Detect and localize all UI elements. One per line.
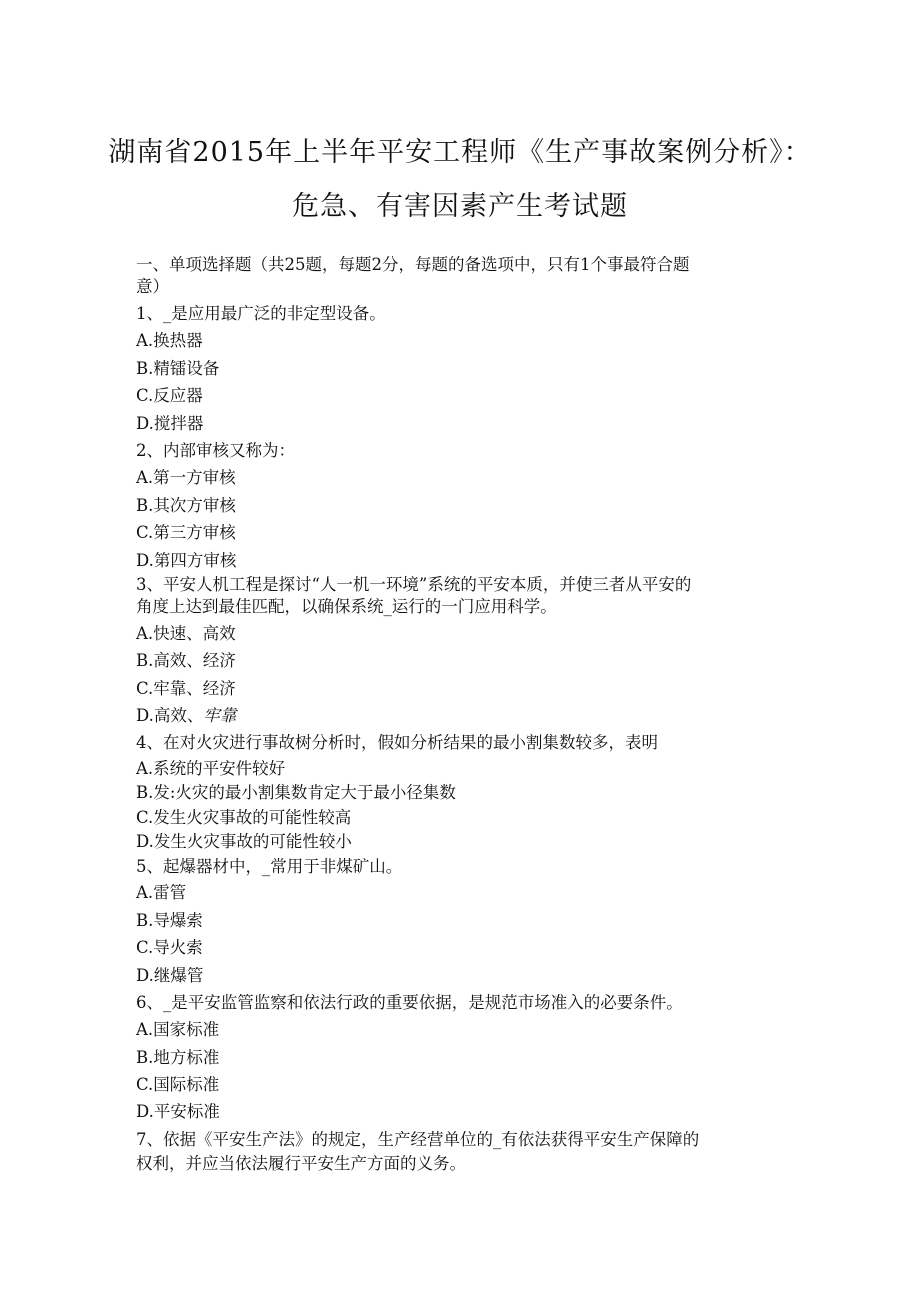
- question-list: [136, 254, 786, 1175]
- question-4-stem: 4、在对火灾进行事故树分析时，假如分析结果的最小割集数较多，表明: [136, 733, 658, 753]
- question-3-option-a: A.快速、高效: [136, 623, 236, 643]
- question-3-option-d-text: D.高效、: [136, 706, 204, 726]
- document-title-line1: 湖南省2015年上半年平安工程师《生产事故案例分析》：: [108, 137, 812, 168]
- question-3-stem-line2: 角度上达到最佳匹配，以确保系统_运行的一门应用科学。: [136, 596, 557, 616]
- question-2-option-d: D.第四方审核: [136, 550, 237, 570]
- question-4-option-b: B.发:火灾的最小割集数肯定大于最小径集数: [136, 783, 456, 803]
- question-1-option-b: B.精镭设备: [136, 358, 220, 378]
- question-5-option-b: B.导爆索: [136, 910, 203, 930]
- question-3-option-b: B.高效、经济: [136, 651, 236, 671]
- question-5-option-d: D.继爆管: [136, 965, 204, 985]
- question-1-stem: 1、_是应用最广泛的非定型设备。: [136, 304, 386, 323]
- question-7-stem-line2: 权利，并应当依法履行平安生产方面的义务。: [136, 1154, 466, 1174]
- question-6-option-c: C.国际标准: [136, 1075, 220, 1095]
- document-title-line2: 危急、有害因素产生考试题: [292, 191, 628, 222]
- question-6-stem: 6、_是平安监管监察和依法行政的重要依据，是规范市场准入的必要条件。: [136, 992, 683, 1012]
- question-1-option-a: A.换热器: [136, 331, 203, 351]
- question-4-option-c: C.发生火灾事故的可能性较高: [136, 807, 352, 827]
- question-1-option-d: D.搅拌器: [136, 413, 204, 433]
- question-5-option-c: C.导火索: [136, 938, 203, 958]
- question-2-option-c: C.第三方审核: [136, 523, 236, 543]
- question-2-option-a: A.第一方审核: [136, 468, 236, 488]
- question-2-option-b: B.其次方审核: [136, 495, 236, 515]
- question-3-option-d-extra: 牢靠: [203, 706, 237, 726]
- question-5-option-a: A.雷管: [136, 883, 187, 903]
- question-4-option-a: A.系统的平安件较好: [136, 758, 286, 778]
- section-heading-line1: 一、单项选择题（共25题，每题2分，每题的备选项中，只有1个事最符合题: [136, 255, 690, 274]
- question-1-option-c: C.反应器: [136, 386, 203, 406]
- question-3-option-c: C.牢靠、经济: [136, 678, 236, 698]
- question-6-option-d: D.平安标准: [136, 1102, 220, 1122]
- question-7-stem-line1: 7、依据《平安生产法》的规定，生产经营单位的_有依法获得平安生产保障的: [136, 1129, 700, 1149]
- question-3-option-d: [136, 702, 786, 729]
- section-heading-line2: 意）: [136, 277, 169, 296]
- question-3-stem-line1: 3、平安人机工程是探讨“人一机一环境”系统的平安本质，并使三者从平安的: [136, 574, 692, 594]
- question-5-stem: 5、起爆器材中，_常用于非煤矿山。: [136, 856, 403, 876]
- question-6-option-b: B.地方标准: [136, 1047, 220, 1067]
- question-6-option-a: A.国家标准: [136, 1020, 220, 1040]
- question-2-stem: 2、内部审核又称为：: [136, 440, 295, 460]
- question-4-option-d: D.发生火灾事故的可能性较小: [136, 832, 352, 852]
